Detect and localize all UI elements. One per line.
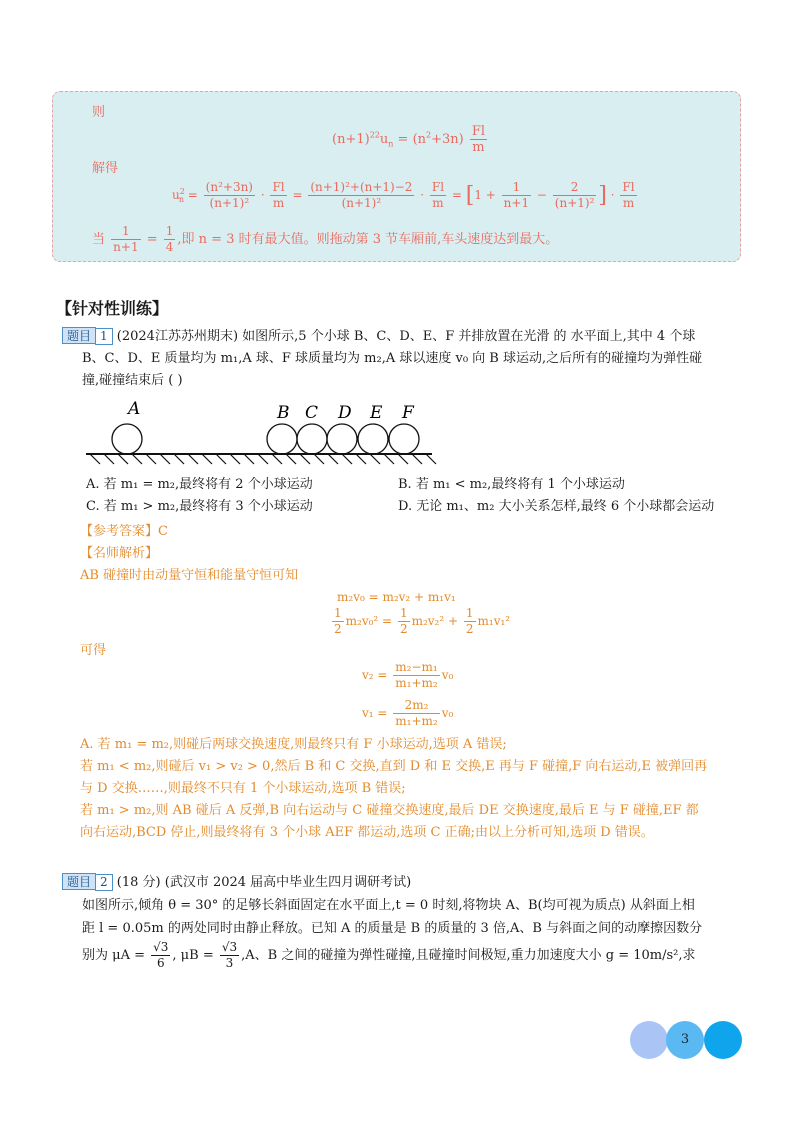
ball-b <box>267 424 297 454</box>
q1-eq-v2: v₂ = $\frac{\text{m₂−m₁}}{\text{m₁+m₂}}$ v₀ <box>362 660 454 690</box>
hatch-mark <box>90 454 100 464</box>
question-number: 1 <box>95 328 113 345</box>
q1-option-c[interactable]: C. 若 m₁ > m₂,最终将有 3 个小球运动 <box>86 499 313 514</box>
question-tag: 题目 <box>62 327 96 344</box>
hatch-mark <box>426 454 436 464</box>
question-number: 2 <box>95 874 113 891</box>
hatch-mark <box>244 454 254 464</box>
q1-explain-3: 与 D 交换……,则最终不只有 1 个小球运动,选项 B 错误; <box>80 781 406 796</box>
q1-explain-1: A. 若 m₁ = m₂,则碰后两球交换速度,则最终只有 F 小球运动,选项 A 错误; <box>80 737 507 752</box>
q1-eq-energy: $\frac{1}{2}$ m₂v₀² = $\frac{1}{2}$ m₂v₂² + $\frac{1}{2}$ m₁v₁² <box>334 606 511 636</box>
hatch-mark <box>202 454 212 464</box>
hatch-mark <box>230 454 240 464</box>
hatch-mark <box>160 454 170 464</box>
hatch-mark <box>104 454 114 464</box>
ball-d <box>327 424 357 454</box>
q1-explain-4: 若 m₁ > m₂,则 AB 碰后 A 反弹,B 向右运动与 C 碰撞交换速度,最后 DE 交换速度,最后 E 与 F 碰撞,EF 都 <box>80 803 699 818</box>
ball-c <box>297 424 327 454</box>
q1-keyi: 可得 <box>80 643 107 658</box>
hatch-mark <box>132 454 142 464</box>
hatch-mark <box>272 454 282 464</box>
q1-option-b[interactable]: B. 若 m₁ < m₂,最终将有 1 个小球运动 <box>398 477 625 492</box>
figure-label-c: C <box>305 403 319 423</box>
q1-option-d[interactable]: D. 无论 m₁、m₂ 大小关系怎样,最终 6 个小球都会运动 <box>398 499 715 514</box>
figure-label-b: B <box>277 403 290 423</box>
hatch-mark <box>174 454 184 464</box>
q1-explain-2: 若 m₁ < m₂,则碰后 v₁ > v₂ > 0,然后 B 和 C 交换,直到 D 和 E 交换,E 再与 F 碰撞,F 向右运动,E 被弹回再 <box>80 759 708 774</box>
section-title: 【针对性训练】 <box>56 299 169 318</box>
hatch-mark <box>188 454 198 464</box>
hatch-mark <box>146 454 156 464</box>
box-conclusion: 当 $\frac{1}{n+1}$ = $\frac{1}{4}$ ,即 n = 3 时有最大值。则拖动第 3 节车厢前,车头速度达到最大。 <box>92 224 559 254</box>
hatch-mark <box>258 454 268 464</box>
figure-label-d: D <box>338 403 352 423</box>
ground-hatching <box>90 454 436 464</box>
q1-explain-5: 向右运动,BCD 停止,则最终将有 3 个小球 AEF 都运动,选项 C 正确;由以上分析可知,选项 D 错误。 <box>80 825 654 840</box>
ball-e <box>358 424 388 454</box>
q1-answer: 【参考答案】C <box>80 524 168 539</box>
figure-label-e: E <box>370 403 383 423</box>
hatch-mark <box>384 454 394 464</box>
page-number-badge <box>630 1020 745 1060</box>
figure-label-a: A <box>128 399 141 419</box>
q1-analysis-label: 【名师解析】 <box>80 546 159 561</box>
q1-analysis-line1: AB 碰撞时由动量守恒和能量守恒可知 <box>80 568 299 583</box>
hatch-mark <box>356 454 366 464</box>
q1-stem-line1: (2024江苏苏州期末) 如图所示,5 个小球 B、C、D、E、F 并排放置在光滑 的 水平面上,其中 4 个球 <box>116 329 696 344</box>
footer-dot-3 <box>704 1021 742 1059</box>
page-number: 3 <box>680 1032 690 1047</box>
box-label-ze: 则 <box>92 105 106 120</box>
q1-option-a[interactable]: A. 若 m₁ = m₂,最终将有 2 个小球运动 <box>86 477 313 492</box>
q1-eq-momentum: m₂v₀ = m₂v₂ + m₁v₁ <box>337 590 456 604</box>
hatch-mark <box>342 454 352 464</box>
hatch-mark <box>328 454 338 464</box>
q2-line2: 如图所示,倾角 θ = 30° 的足够长斜面固定在水平面上,t = 0 时刻,将物块 A、B(均可视为质点) 从斜面上相 <box>82 898 695 913</box>
hatch-mark <box>412 454 422 464</box>
question-1-header <box>62 326 695 348</box>
ball-a <box>112 424 142 454</box>
q1-stem-line2: B、C、D、E 质量均为 m₁,A 球、F 球质量均为 m₂,A 球以速度 v₀ 向 B 球运动,之后所有的碰撞均为弹性碰 <box>82 351 703 366</box>
q2-line3: 距 l = 0.05m 的两处同时由静止释放。已知 A 的质量是 B 的质量的 3 倍,A、B 与斜面之间的动摩擦因数分 <box>82 921 703 936</box>
question-tag: 题目 <box>62 873 96 890</box>
hatch-mark <box>300 454 310 464</box>
figure-label-f: F <box>402 403 414 423</box>
hatch-mark <box>118 454 128 464</box>
q2-line4: 别为 μA = $\frac{√3}{6}$ , μB = $\frac{√3}{3}$ ,A、B 之间的碰撞为弹性碰撞,且碰撞时间极短,重力加速度大小 g = 10m/s²,求 <box>82 940 696 970</box>
footer-dot-1 <box>630 1021 668 1059</box>
q1-stem-line3: 撞,碰撞结束后 ( ) <box>82 373 183 388</box>
ball-f <box>389 424 419 454</box>
hatch-mark <box>216 454 226 464</box>
q1-balls-figure <box>80 396 440 466</box>
q1-eq-v1: v₁ = $\frac{\text{2m₂}}{\text{m₁+m₂}}$ v₀ <box>362 698 454 728</box>
hatch-mark <box>314 454 324 464</box>
hatch-mark <box>398 454 408 464</box>
question-2-header <box>62 872 411 894</box>
equation-1: $(n+1)^{22}u_n = (n^2+3n)$ $\frac{Fl}{m}$ <box>332 124 486 155</box>
box-label-jiede: 解得 <box>92 161 119 176</box>
equation-2: $u^2_n$ = $\frac{\text{(n²+3n)}}{\text{(n+1)²}}$ · $\frac{Fl}{m}$ = $\frac{\text{(n+1)²+(n+1)−2}}{\text{(n+1)²}}$ · $\frac{Fl}{m}$ = [1 + $\frac{1}{n+1}$ − $\frac{2}{\text{(n+1)²}}$ ] · $\frac{Fl}{m}$ <box>172 180 635 210</box>
q2-line1: (18 分) (武汉市 2024 届高中毕业生四月调研考试) <box>116 875 412 890</box>
hatch-mark <box>286 454 296 464</box>
hatch-mark <box>370 454 380 464</box>
